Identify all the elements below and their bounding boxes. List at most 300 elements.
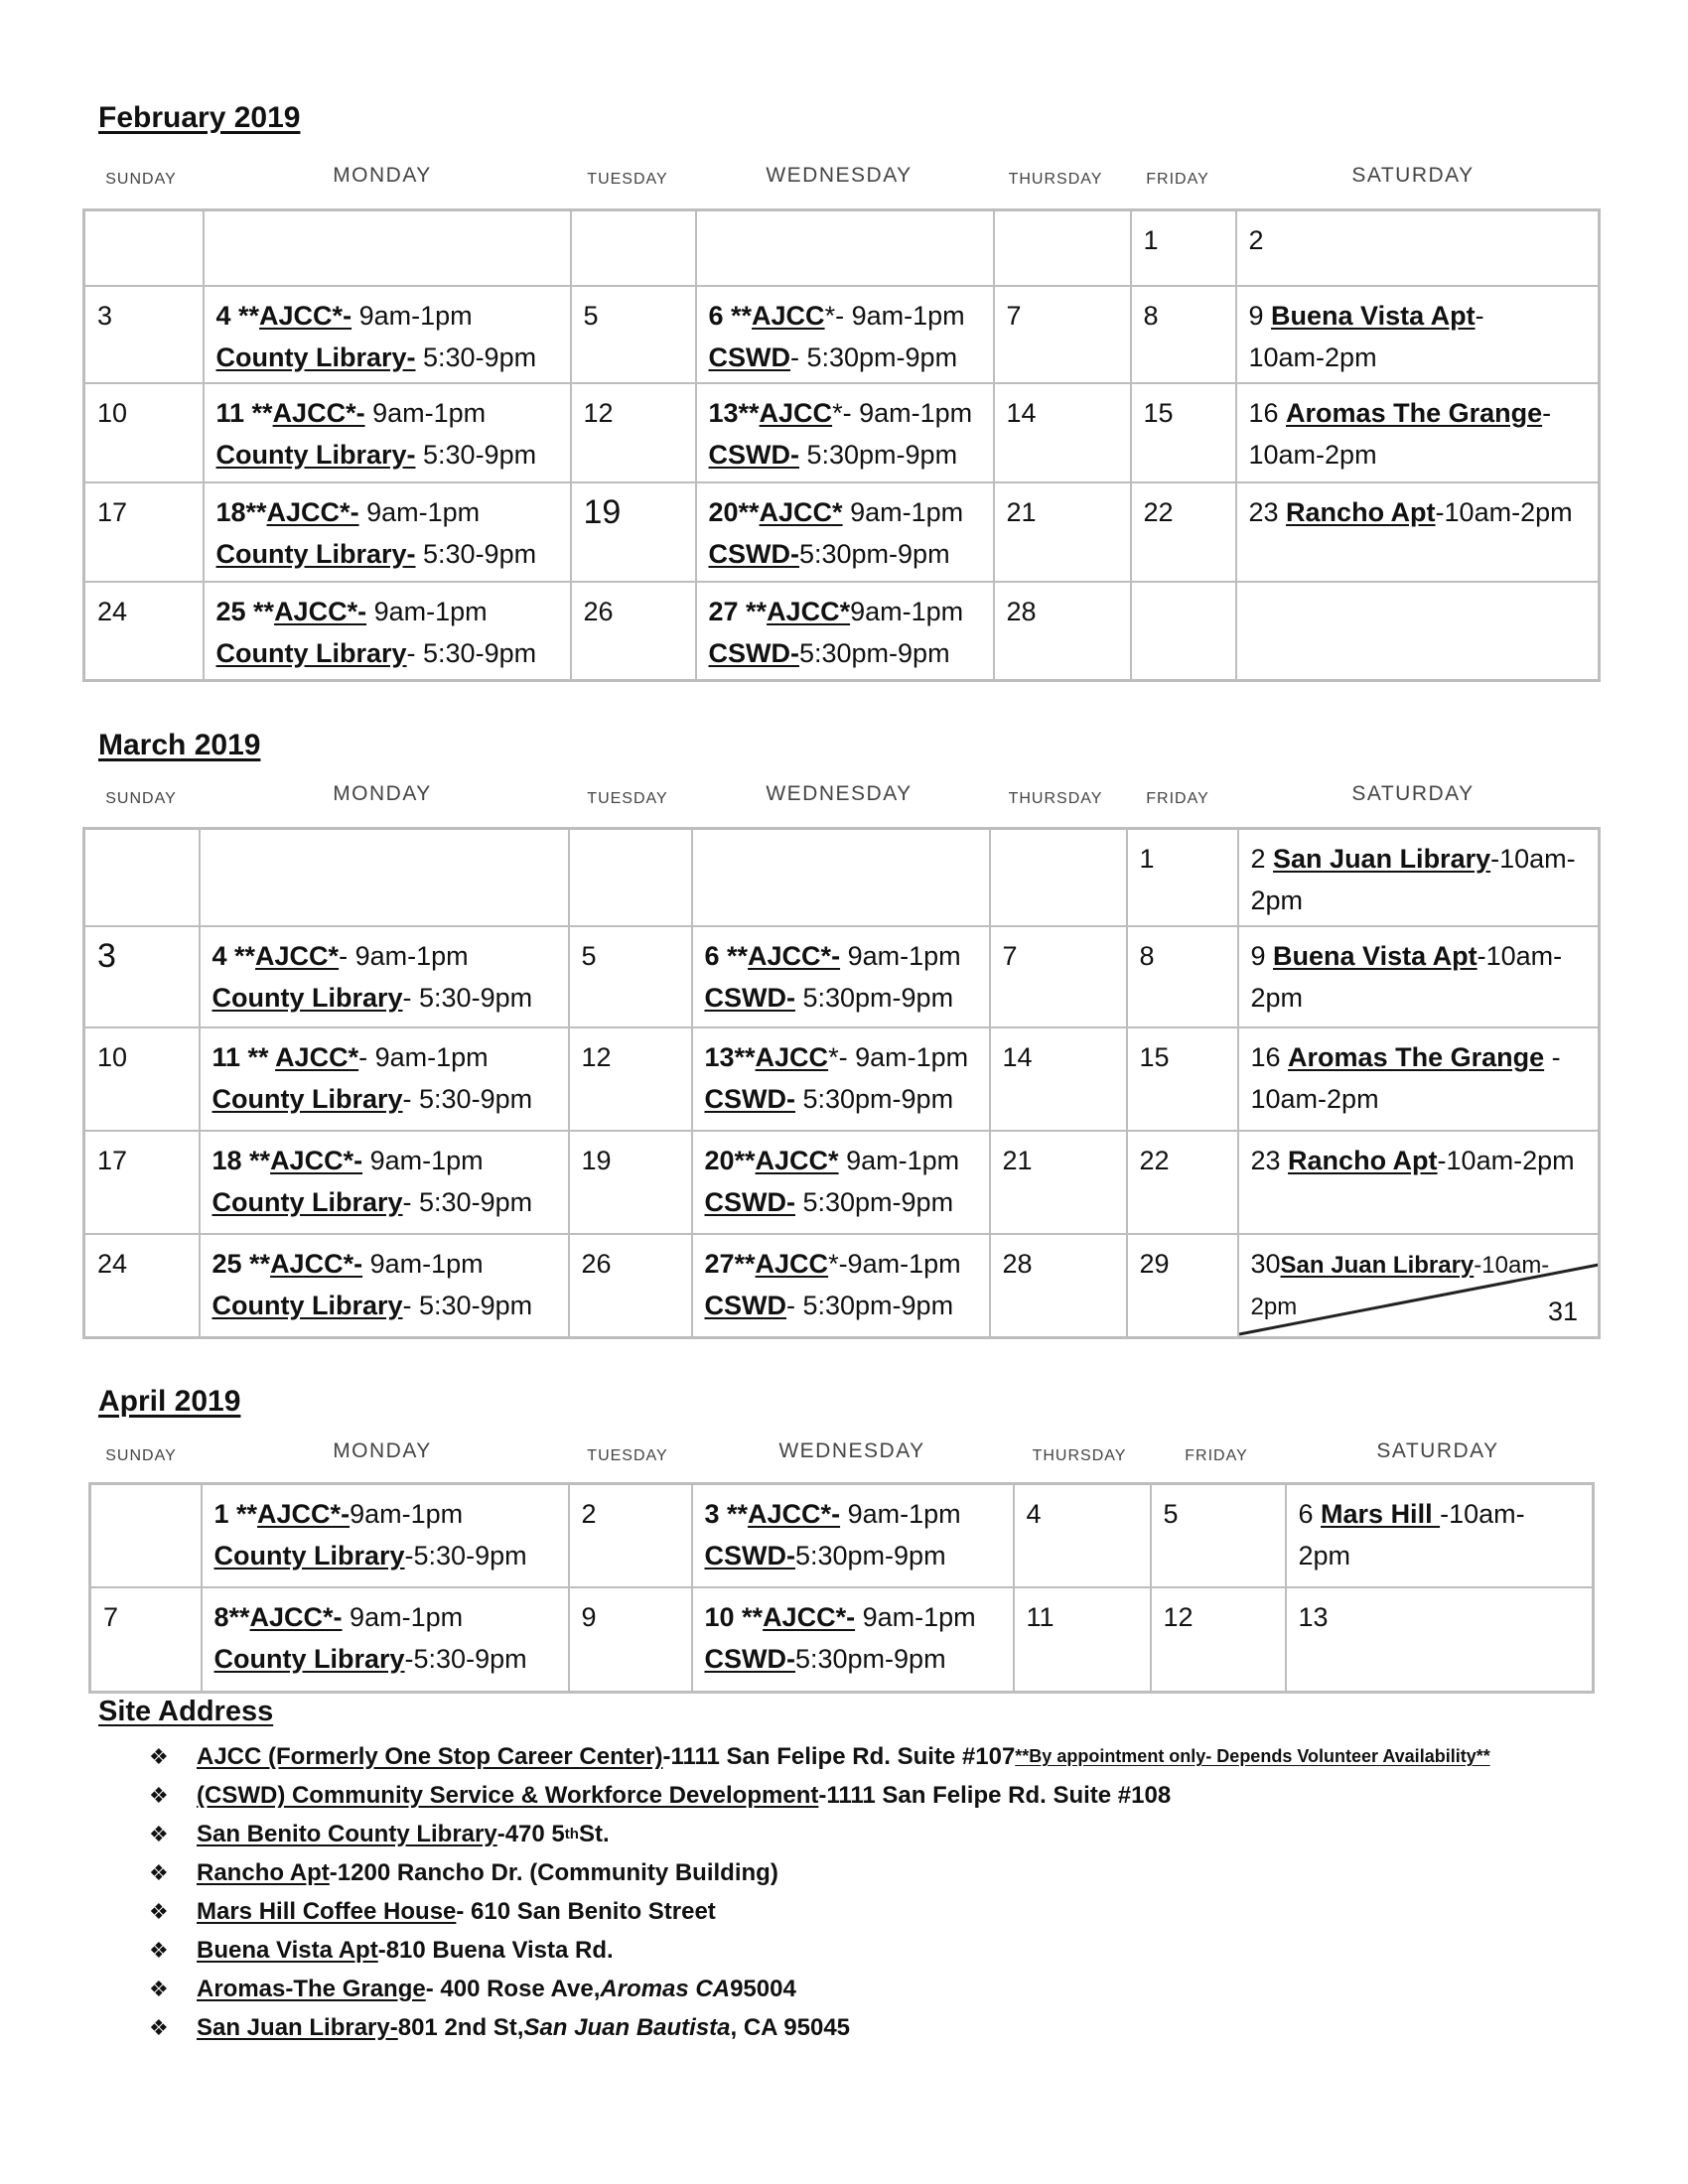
event-line bbox=[705, 1036, 977, 1078]
event-line bbox=[216, 491, 558, 533]
event-site-link: County Library bbox=[211, 1187, 403, 1217]
event-line bbox=[212, 977, 556, 1019]
day-number: 26 bbox=[583, 596, 614, 626]
diagonal-line bbox=[1239, 1265, 1599, 1334]
feb-header-wednesday: WEDNESDAY bbox=[766, 164, 913, 187]
event-prefix: 20** bbox=[708, 496, 760, 527]
day-cell-sun bbox=[84, 1131, 200, 1234]
event-site-link: CSWD- bbox=[704, 1541, 795, 1570]
event-time: 5:30pm-9pm bbox=[798, 538, 950, 569]
event-time: 9am-1pm bbox=[350, 1499, 464, 1529]
event-site-link: CSWD- bbox=[704, 1643, 795, 1674]
site-address-end: St. bbox=[578, 1821, 610, 1847]
day-cell-mon bbox=[200, 1131, 569, 1234]
day-number: 19 bbox=[581, 1146, 612, 1175]
week-row bbox=[84, 1234, 1600, 1337]
event-line bbox=[709, 491, 981, 533]
day-cell-wed bbox=[692, 1484, 1014, 1587]
day-number: 15 bbox=[1139, 1042, 1170, 1072]
event-line bbox=[216, 434, 558, 476]
event-site-link: AJCC*- bbox=[274, 596, 367, 626]
event-prefix: 10 ** bbox=[704, 1601, 764, 1632]
day-number: 8 bbox=[1139, 941, 1155, 971]
day-cell-wed bbox=[696, 482, 994, 582]
event-time-cont: 2pm bbox=[1250, 1294, 1298, 1320]
day-cell-wed bbox=[692, 1027, 990, 1131]
event-line bbox=[705, 1285, 977, 1326]
event-time: 5:30-9pm bbox=[415, 439, 537, 470]
event-time: 9am-1pm bbox=[850, 596, 964, 626]
week-row bbox=[84, 926, 1600, 1027]
site-address: - 610 San Benito Street bbox=[456, 1898, 716, 1925]
day-cell-wed bbox=[692, 1587, 1014, 1693]
day-number: 29 bbox=[1139, 1249, 1170, 1279]
event-line bbox=[214, 1596, 556, 1638]
week-row bbox=[90, 1587, 1594, 1693]
day-cell-wed bbox=[692, 1234, 990, 1337]
day-cell-sat bbox=[1238, 926, 1600, 1027]
event-prefix: 27 ** bbox=[708, 596, 768, 626]
event-line bbox=[709, 337, 981, 378]
day-cell-sat bbox=[1286, 1484, 1594, 1587]
address-item bbox=[149, 1815, 1490, 1853]
event-line bbox=[1249, 491, 1587, 533]
ordinal-suffix: th bbox=[564, 1826, 579, 1843]
event-site-link: CSWD- bbox=[704, 1084, 795, 1114]
event-line bbox=[709, 533, 981, 575]
event-line bbox=[1249, 392, 1587, 434]
day-number: 2 bbox=[1248, 225, 1264, 255]
feb-header-tuesday: TUESDAY bbox=[587, 171, 668, 188]
apr-header-saturday: SATURDAY bbox=[1376, 1439, 1499, 1462]
week-row bbox=[90, 1484, 1594, 1587]
event-site-link: AJCC*- bbox=[270, 1249, 363, 1279]
address-item bbox=[149, 2008, 1490, 2047]
event-prefix: 25 ** bbox=[211, 1249, 271, 1279]
event-time: 9am-1pm bbox=[842, 496, 964, 527]
event-time: *- 9am-1pm bbox=[832, 397, 973, 428]
day-number: 12 bbox=[581, 1042, 612, 1072]
event-prefix: 18** bbox=[215, 496, 267, 527]
event-site-link: Buena Vista Apt bbox=[1271, 300, 1476, 331]
event-time: *- 9am-1pm bbox=[828, 1042, 969, 1072]
site-address-end: 95004 bbox=[730, 1976, 796, 2002]
apr-header-sunday: SUNDAY bbox=[105, 1447, 177, 1464]
day-number: 10 bbox=[97, 1042, 128, 1072]
event-site-link: AJCC*- bbox=[249, 1601, 343, 1632]
day-cell-thu bbox=[994, 582, 1131, 681]
address-item bbox=[149, 1970, 1490, 2008]
event-time: -10am-2pm bbox=[1437, 1146, 1575, 1175]
event-time: - bbox=[1475, 300, 1484, 331]
event-prefix: 27** bbox=[704, 1249, 756, 1279]
site-name-link: San Juan Library- bbox=[197, 2014, 398, 2041]
event-site-link: CSWD bbox=[704, 1291, 786, 1320]
day-number: 2 bbox=[581, 1499, 597, 1529]
event-time: 9am-1pm bbox=[364, 397, 487, 428]
day-cell-fri bbox=[1131, 286, 1236, 383]
address-item bbox=[149, 1892, 1490, 1931]
event-line bbox=[212, 1181, 556, 1223]
day-number: 14 bbox=[1006, 397, 1037, 428]
week-row bbox=[84, 383, 1600, 482]
february-title: February 2019 bbox=[98, 101, 301, 134]
mar-header-thursday: THURSDAY bbox=[1008, 790, 1103, 807]
day-number: 3 bbox=[97, 937, 116, 975]
day-cell-mon bbox=[204, 210, 571, 286]
event-site-link: County Library bbox=[215, 637, 407, 668]
event-site-link: CSWD- bbox=[708, 538, 799, 569]
day-cell-thu bbox=[990, 1131, 1127, 1234]
event-time: - 9am-1pm bbox=[339, 941, 469, 971]
day-cell-thu bbox=[990, 926, 1127, 1027]
event-line bbox=[705, 1181, 977, 1223]
diamond-bullet-icon: ❖ bbox=[149, 1938, 169, 1963]
day-cell-sun bbox=[84, 1234, 200, 1337]
event-site-link: AJCC*- bbox=[259, 300, 352, 331]
day-cell-thu bbox=[994, 482, 1131, 582]
day-cell-thu bbox=[990, 829, 1127, 927]
day-cell-wed bbox=[696, 383, 994, 482]
day-cell-fri bbox=[1151, 1587, 1286, 1693]
event-line bbox=[705, 1078, 977, 1120]
event-site-link: AJCC* bbox=[755, 1146, 839, 1175]
day-number: 1 bbox=[1143, 225, 1159, 255]
event-line bbox=[216, 632, 558, 674]
event-time: 5:30-9pm bbox=[415, 341, 537, 372]
event-line bbox=[212, 935, 556, 977]
day-cell-tue bbox=[571, 383, 696, 482]
feb-header-friday: FRIDAY bbox=[1146, 171, 1209, 188]
diamond-bullet-icon: ❖ bbox=[149, 1977, 169, 2001]
mar-header-monday: MONDAY bbox=[333, 782, 432, 805]
event-site-link: San Juan Library bbox=[1273, 844, 1491, 874]
site-name-link: Rancho Apt bbox=[197, 1859, 330, 1886]
event-site-link: CSWD- bbox=[708, 637, 799, 668]
day-number-31: 31 bbox=[1547, 1296, 1578, 1326]
diamond-bullet-icon: ❖ bbox=[149, 1783, 169, 1808]
event-site-link: Mars Hill bbox=[1321, 1499, 1441, 1529]
event-time: 5:30pm-9pm bbox=[794, 983, 954, 1013]
day-number: 17 bbox=[97, 496, 128, 527]
event-site-link: AJCC bbox=[759, 397, 833, 428]
day-cell-thu bbox=[994, 383, 1131, 482]
mar-header-tuesday: TUESDAY bbox=[587, 790, 668, 807]
day-cell-sat bbox=[1236, 210, 1600, 286]
day-number: 26 bbox=[581, 1249, 612, 1279]
event-prefix: 3 ** bbox=[704, 1499, 749, 1529]
event-site-link: CSWD- bbox=[704, 983, 795, 1013]
day-number: 9 bbox=[581, 1601, 597, 1632]
event-prefix: 20** bbox=[704, 1146, 756, 1175]
day-number: 7 bbox=[1002, 941, 1018, 971]
apr-header-tuesday: TUESDAY bbox=[587, 1447, 668, 1464]
march-title: March 2019 bbox=[98, 729, 261, 761]
event-site-link: AJCC*- bbox=[272, 397, 365, 428]
event-site-link: County Library bbox=[213, 1541, 405, 1570]
event-prefix: 4 ** bbox=[215, 300, 260, 331]
event-time-cont: 2pm bbox=[1250, 983, 1304, 1013]
event-site-link: CSWD- bbox=[708, 439, 799, 470]
apr-header-thursday: THURSDAY bbox=[1032, 1447, 1127, 1464]
day-number: 9 bbox=[1248, 300, 1272, 331]
event-site-link: Aromas The Grange bbox=[1288, 1042, 1545, 1072]
site-address: -1111 San Felipe Rd. Suite #107 bbox=[662, 1743, 1016, 1770]
day-number: 2 bbox=[1250, 844, 1274, 874]
day-cell-tue bbox=[569, 926, 692, 1027]
diamond-bullet-icon: ❖ bbox=[149, 1899, 169, 1924]
feb-header-monday: MONDAY bbox=[333, 164, 432, 187]
event-time: - 5:30-9pm bbox=[406, 637, 537, 668]
event-line bbox=[705, 1638, 1001, 1680]
day-cell-sun bbox=[84, 1027, 200, 1131]
event-site-link: County Library- bbox=[215, 538, 416, 569]
event-line bbox=[216, 337, 558, 378]
day-cell-wed bbox=[692, 926, 990, 1027]
day-number: 17 bbox=[97, 1146, 128, 1175]
day-number: 22 bbox=[1139, 1146, 1170, 1175]
day-number: 28 bbox=[1006, 596, 1037, 626]
mar-header-wednesday: WEDNESDAY bbox=[766, 782, 913, 805]
address-item bbox=[149, 1931, 1490, 1970]
event-site-link: AJCC*- bbox=[270, 1146, 363, 1175]
february-calendar bbox=[82, 208, 1601, 682]
event-line bbox=[216, 295, 558, 337]
event-site-link: AJCC bbox=[752, 300, 825, 331]
day-cell-sat bbox=[1238, 1131, 1600, 1234]
day-cell-sat bbox=[1236, 582, 1600, 681]
event-line bbox=[214, 1535, 556, 1576]
event-site-link: County Library bbox=[211, 1084, 403, 1114]
week-row bbox=[84, 1131, 1600, 1234]
event-line bbox=[705, 935, 977, 977]
event-site-link: Aromas The Grange bbox=[1286, 397, 1543, 428]
event-line bbox=[212, 1243, 556, 1285]
event-site-link: AJCC bbox=[755, 1249, 829, 1279]
event-line bbox=[709, 591, 981, 632]
event-line bbox=[1251, 935, 1587, 977]
day-number: 7 bbox=[1006, 300, 1022, 331]
event-line bbox=[709, 632, 981, 674]
event-time: 5:30pm-9pm bbox=[798, 439, 958, 470]
event-line bbox=[212, 1285, 556, 1326]
week-row bbox=[84, 1027, 1600, 1131]
event-line bbox=[1251, 1036, 1587, 1078]
day-cell-sat bbox=[1238, 1027, 1600, 1131]
site-address-title: Site Address bbox=[98, 1696, 274, 1727]
day-number: 23 bbox=[1248, 496, 1287, 527]
event-site-link: Rancho Apt bbox=[1288, 1146, 1438, 1175]
day-number: 16 bbox=[1248, 397, 1287, 428]
event-line bbox=[216, 591, 558, 632]
event-time-cont: 2pm bbox=[1250, 886, 1304, 915]
feb-header-sunday: SUNDAY bbox=[105, 171, 177, 188]
day-cell-thu bbox=[1014, 1587, 1151, 1693]
april-title: April 2019 bbox=[98, 1385, 241, 1418]
event-line bbox=[212, 1036, 556, 1078]
week-row bbox=[84, 482, 1600, 582]
event-line bbox=[216, 533, 558, 575]
site-name-link: Aromas-The Grange bbox=[197, 1976, 426, 2002]
event-line bbox=[705, 1535, 1001, 1576]
day-cell-mon bbox=[204, 383, 571, 482]
event-time: -10am- bbox=[1477, 941, 1563, 971]
event-line bbox=[216, 392, 558, 434]
event-time-cont: 10am-2pm bbox=[1250, 1084, 1379, 1114]
event-site-link: AJCC*- bbox=[763, 1601, 856, 1632]
day-cell-fri bbox=[1151, 1484, 1286, 1587]
day-cell-fri bbox=[1131, 582, 1236, 681]
day-cell-fri bbox=[1127, 1027, 1238, 1131]
day-cell-thu bbox=[994, 210, 1131, 286]
day-number: 13 bbox=[1298, 1601, 1329, 1632]
event-site-link: Buena Vista Apt bbox=[1273, 941, 1477, 971]
day-number: 28 bbox=[1002, 1249, 1033, 1279]
day-cell-mon bbox=[202, 1587, 569, 1693]
event-time: - 5:30-9pm bbox=[402, 983, 533, 1013]
day-cell-fri bbox=[1127, 926, 1238, 1027]
event-line bbox=[214, 1638, 556, 1680]
event-time: - 5:30-9pm bbox=[402, 1291, 533, 1320]
site-address: -810 Buena Vista Rd. bbox=[377, 1937, 614, 1964]
day-cell-sun bbox=[90, 1484, 202, 1587]
event-time: -5:30-9pm bbox=[404, 1541, 527, 1570]
day-cell-mon bbox=[200, 1027, 569, 1131]
day-cell-sun bbox=[84, 829, 200, 927]
day-cell-sat bbox=[1236, 286, 1600, 383]
event-prefix: 1 ** bbox=[213, 1499, 258, 1529]
city-name: Aromas CA bbox=[600, 1976, 731, 2002]
event-site-link: AJCC* bbox=[759, 496, 843, 527]
day-cell-sat bbox=[1286, 1587, 1594, 1693]
week-row bbox=[84, 582, 1600, 681]
event-line bbox=[709, 295, 981, 337]
site-address: -470 5 bbox=[496, 1821, 565, 1847]
event-prefix: 8** bbox=[213, 1601, 250, 1632]
event-time: 5:30-9pm bbox=[415, 538, 537, 569]
event-site-link: AJCC* bbox=[275, 1042, 359, 1072]
day-cell-sun bbox=[84, 582, 204, 681]
day-number: 8 bbox=[1143, 300, 1159, 331]
event-site-link: Rancho Apt bbox=[1286, 496, 1436, 527]
day-number: 19 bbox=[583, 492, 622, 531]
event-site-link: San Juan Library bbox=[1280, 1252, 1475, 1279]
event-time: 9am-1pm bbox=[342, 1601, 464, 1632]
apr-header-monday: MONDAY bbox=[333, 1439, 432, 1462]
event-time: - 5:30-9pm bbox=[402, 1187, 533, 1217]
day-cell-fri bbox=[1127, 829, 1238, 927]
event-line bbox=[212, 1078, 556, 1120]
site-name-link: San Benito County Library bbox=[197, 1821, 497, 1847]
week-row bbox=[84, 829, 1600, 927]
event-line bbox=[705, 1140, 977, 1181]
event-time: - 9am-1pm bbox=[358, 1042, 489, 1072]
event-time: 9am-1pm bbox=[838, 1146, 960, 1175]
event-time: - bbox=[1542, 397, 1552, 428]
day-number: 10 bbox=[97, 397, 128, 428]
week-row bbox=[84, 286, 1600, 383]
day-cell-mon bbox=[202, 1484, 569, 1587]
event-time: 9am-1pm bbox=[840, 941, 961, 971]
event-site-link: County Library bbox=[211, 983, 403, 1013]
day-cell-mon bbox=[204, 286, 571, 383]
event-site-link: AJCC* bbox=[767, 596, 851, 626]
day-cell-mon bbox=[204, 582, 571, 681]
mar-header-friday: FRIDAY bbox=[1146, 790, 1209, 807]
day-cell-tue bbox=[571, 582, 696, 681]
event-time: 9am-1pm bbox=[358, 496, 481, 527]
diamond-bullet-icon: ❖ bbox=[149, 1744, 169, 1769]
day-cell-tue bbox=[569, 829, 692, 927]
day-cell-tue bbox=[571, 286, 696, 383]
day-number: 30 bbox=[1250, 1249, 1281, 1279]
mar-header-saturday: SATURDAY bbox=[1351, 782, 1475, 805]
day-number: 4 bbox=[1026, 1499, 1042, 1529]
day-number: 21 bbox=[1002, 1146, 1033, 1175]
event-time: 9am-1pm bbox=[352, 300, 473, 331]
day-cell-sat bbox=[1236, 383, 1600, 482]
day-cell-fri bbox=[1127, 1131, 1238, 1234]
event-time: -10am- bbox=[1474, 1252, 1550, 1279]
event-line bbox=[1251, 1140, 1587, 1181]
day-number: 21 bbox=[1006, 496, 1037, 527]
day-cell-sun bbox=[90, 1587, 202, 1693]
event-time: -10am- bbox=[1440, 1499, 1525, 1529]
diamond-bullet-icon: ❖ bbox=[149, 1822, 169, 1846]
day-cell-sat bbox=[1238, 829, 1600, 927]
site-address: 801 2nd St, bbox=[397, 2014, 524, 2041]
event-line bbox=[709, 392, 981, 434]
day-number: 7 bbox=[103, 1601, 119, 1632]
day-cell-fri bbox=[1127, 1234, 1238, 1337]
event-site-link: AJCC*- bbox=[748, 1499, 841, 1529]
event-time-cont: 2pm bbox=[1298, 1541, 1351, 1570]
apr-header-wednesday: WEDNESDAY bbox=[778, 1439, 925, 1462]
event-site-link: CSWD- bbox=[704, 1187, 795, 1217]
event-prefix: 18 ** bbox=[211, 1146, 271, 1175]
day-number: 24 bbox=[97, 596, 128, 626]
feb-header-saturday: SATURDAY bbox=[1351, 164, 1475, 187]
appointment-note: **By appointment only- Depends Volunteer Availability** bbox=[1015, 1746, 1490, 1766]
day-cell-mon bbox=[200, 926, 569, 1027]
day-cell-wed bbox=[696, 582, 994, 681]
day-cell-sun bbox=[84, 286, 204, 383]
address-item bbox=[149, 1776, 1490, 1815]
event-line bbox=[1251, 838, 1587, 880]
event-line bbox=[1249, 219, 1587, 261]
day-cell-thu bbox=[1014, 1484, 1151, 1587]
event-line bbox=[1299, 1493, 1581, 1535]
day-number: 22 bbox=[1143, 496, 1174, 527]
site-address: - 400 Rose Ave, bbox=[425, 1976, 601, 2002]
event-time: 9am-1pm bbox=[855, 1601, 976, 1632]
day-number: 11 bbox=[1026, 1601, 1055, 1632]
event-time: 9am-1pm bbox=[362, 1146, 484, 1175]
event-time: 5:30pm-9pm bbox=[794, 1541, 946, 1570]
event-time: - 5:30pm-9pm bbox=[790, 341, 958, 372]
event-time: -10am-2pm bbox=[1435, 496, 1573, 527]
day-cell-wed bbox=[696, 210, 994, 286]
day-number: 12 bbox=[1163, 1601, 1194, 1632]
day-number: 5 bbox=[583, 300, 599, 331]
site-name-link: Mars Hill Coffee House bbox=[197, 1898, 457, 1925]
day-number: 9 bbox=[1250, 941, 1274, 971]
site-address: -1111 San Felipe Rd. Suite #108 bbox=[818, 1782, 1172, 1809]
event-line bbox=[709, 434, 981, 476]
day-cell-thu bbox=[994, 286, 1131, 383]
day-cell-fri bbox=[1131, 482, 1236, 582]
event-prefix: 11 ** bbox=[215, 397, 273, 428]
